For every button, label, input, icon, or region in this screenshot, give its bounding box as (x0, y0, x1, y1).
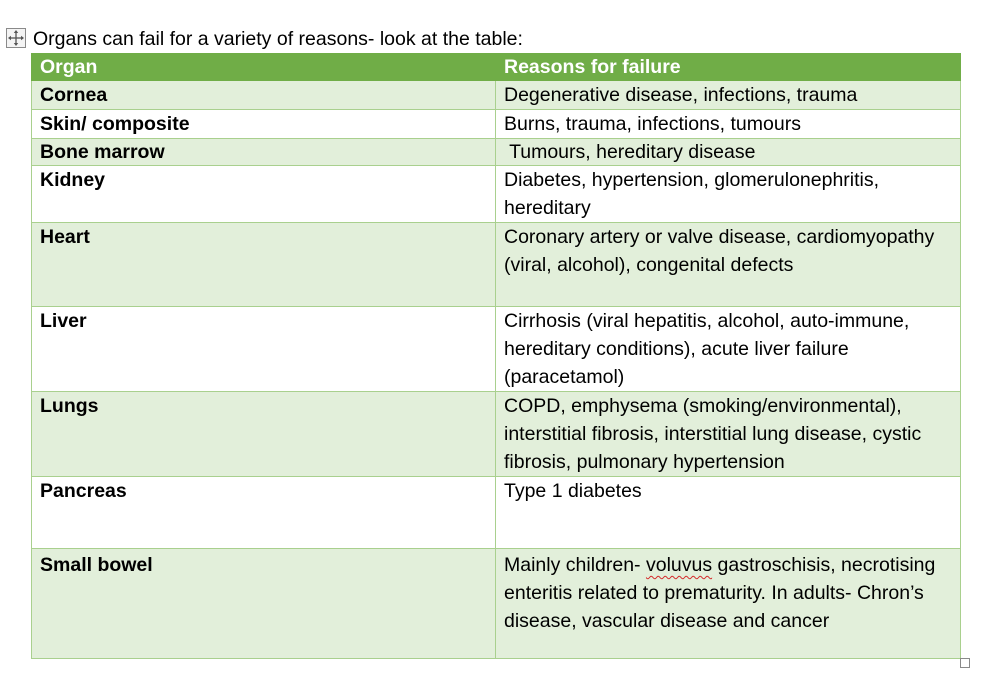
organ-cell: Small bowel (32, 549, 496, 659)
table-row (32, 392, 961, 477)
table-move-handle-icon[interactable] (6, 28, 26, 48)
table-row (32, 549, 961, 659)
table-row (32, 110, 961, 139)
reasons-cell (496, 549, 961, 659)
reasons-cell: Degenerative disease, infections, trauma (496, 81, 961, 110)
reasons-cell: Cirrhosis (viral hepatitis, alcohol, auto-immune, hereditary conditions), acute liver failure (paracetamol) (496, 307, 961, 392)
table-row (32, 477, 961, 549)
table-resize-handle-icon[interactable] (960, 658, 970, 668)
organ-cell: Pancreas (32, 477, 496, 549)
reasons-text-end: gastroschisis, necrotising enteritis related to prematurity. In adults- Chron’s disease, vascular disease and cancer (504, 554, 936, 632)
reasons-cell: Diabetes, hypertension, glomerulonephritis, hereditary (496, 166, 961, 223)
table-row (32, 307, 961, 392)
table-row (32, 223, 961, 307)
table-row (32, 139, 961, 166)
organ-failure-table (31, 53, 961, 659)
header-reasons: Reasons for failure (496, 54, 961, 81)
table-row (32, 166, 961, 223)
intro-paragraph: Organs can fail for a variety of reasons- look at the table: (33, 28, 523, 50)
reasons-cell: Coronary artery or valve disease, cardiomyopathy (viral, alcohol), congenital defects (496, 223, 961, 307)
misspelled-word[interactable]: voluvus (645, 554, 713, 576)
reasons-cell: Burns, trauma, infections, tumours (496, 110, 961, 139)
table-header-row (32, 54, 961, 81)
organ-cell: Heart (32, 223, 496, 307)
organ-cell: Bone marrow (32, 139, 496, 166)
organ-cell: Kidney (32, 166, 496, 223)
header-organ: Organ (32, 54, 496, 81)
reasons-cell: COPD, emphysema (smoking/environmental), interstitial fibrosis, interstitial lung disease, cystic fibrosis, pulmonary hypertension (496, 392, 961, 477)
table-row (32, 81, 961, 110)
organ-cell: Liver (32, 307, 496, 392)
reasons-cell: Tumours, hereditary disease (496, 139, 961, 166)
organ-cell: Lungs (32, 392, 496, 477)
reasons-cell: Type 1 diabetes (496, 477, 961, 549)
reasons-text-start: Mainly children- (504, 554, 646, 576)
organ-cell: Skin/ composite (32, 110, 496, 139)
organ-cell: Cornea (32, 81, 496, 110)
